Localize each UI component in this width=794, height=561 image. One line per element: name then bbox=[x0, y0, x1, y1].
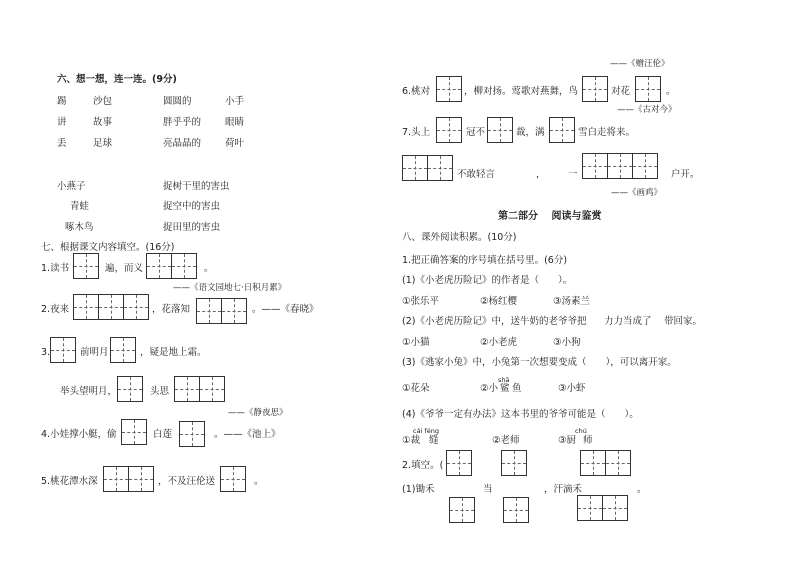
answer-box[interactable] bbox=[50, 337, 76, 363]
p3-text: (3)《逃家小兔》中，小兔第一次想要变成（ ），可以离开家。 bbox=[402, 357, 677, 368]
q6-text: 6.桃对 bbox=[402, 86, 431, 97]
answer-box[interactable] bbox=[117, 376, 143, 402]
answer-box[interactable] bbox=[123, 294, 149, 320]
match-word[interactable]: 眼睛 bbox=[225, 117, 245, 128]
q5-text: ，不及汪伦送 bbox=[158, 476, 216, 487]
answer-box[interactable] bbox=[549, 117, 575, 143]
q7-text: 裁，满 bbox=[516, 127, 545, 138]
q1-source: ——《语文园地七·日积月累》 bbox=[173, 283, 287, 293]
p2-text: (2)《小老虎历险记》中，送牛奶的老爷爷把 bbox=[402, 316, 587, 327]
option[interactable]: 师 bbox=[583, 435, 593, 446]
q4-text: 4.小娃撑小艇，偷 bbox=[41, 429, 117, 440]
option[interactable]: ③汤素兰 bbox=[553, 296, 591, 307]
answer-box[interactable] bbox=[632, 153, 658, 179]
answer-box[interactable] bbox=[121, 419, 147, 445]
match-word[interactable]: 足球 bbox=[93, 138, 113, 149]
match-word[interactable]: 胖乎乎的 bbox=[163, 117, 202, 128]
q3-text: 前明月 bbox=[80, 347, 109, 358]
q4-text: 。——《池上》 bbox=[214, 429, 281, 440]
q2-text: 。——《春晓》 bbox=[252, 304, 319, 315]
match-word[interactable]: 踢 bbox=[57, 96, 67, 107]
q4-text: 白莲 bbox=[153, 429, 173, 440]
animal-item[interactable]: 青蛙 bbox=[70, 201, 90, 212]
option[interactable]: ③厨 bbox=[558, 435, 577, 446]
answer-box[interactable] bbox=[73, 294, 99, 320]
q6-text: 对花 bbox=[611, 86, 631, 97]
option[interactable]: 缝 bbox=[429, 435, 439, 446]
match-word[interactable]: 丢 bbox=[57, 138, 67, 149]
answer-box[interactable] bbox=[110, 337, 136, 363]
answer-box[interactable] bbox=[146, 253, 172, 279]
pinyin: chú bbox=[575, 427, 587, 435]
option[interactable]: ①张乐平 bbox=[402, 296, 440, 307]
option[interactable]: 鲨 bbox=[500, 383, 510, 394]
answer-box[interactable] bbox=[436, 117, 462, 143]
answer-box[interactable] bbox=[98, 294, 124, 320]
habit-item[interactable]: 捉田里的害虫 bbox=[163, 222, 221, 233]
q5-text: 。 bbox=[254, 476, 264, 487]
match-word[interactable]: 讲 bbox=[57, 117, 67, 128]
section8-q1: 1.把正确答案的序号填在括号里。(6分) bbox=[402, 255, 568, 266]
part2-title: 第二部分 阅读与鉴赏 bbox=[498, 211, 602, 222]
option[interactable]: ②杨红樱 bbox=[480, 296, 518, 307]
p4-text: (4)《爷爷一定有办法》这本书里的爷爷可能是（ ）。 bbox=[402, 409, 639, 420]
q7-text: 雪白走将来。 bbox=[578, 127, 636, 138]
q6-text: ，柳对扬。莺歌对燕舞，鸟 bbox=[464, 86, 579, 97]
answer-box[interactable] bbox=[128, 466, 154, 492]
q7-text: ， bbox=[536, 169, 546, 180]
answer-box[interactable] bbox=[179, 421, 205, 447]
answer-box[interactable] bbox=[402, 155, 428, 181]
answer-box[interactable] bbox=[427, 155, 453, 181]
match-word[interactable]: 沙包 bbox=[93, 96, 113, 107]
r1-text: ，汗滴禾 bbox=[544, 484, 583, 495]
r1-text: (1)锄禾 bbox=[402, 484, 435, 495]
q1-text: 遍，而义 bbox=[105, 263, 144, 274]
pinyin: cái féng bbox=[413, 427, 439, 435]
match-word[interactable]: 故事 bbox=[93, 117, 113, 128]
match-word[interactable]: 荷叶 bbox=[225, 138, 245, 149]
answer-box[interactable] bbox=[199, 376, 225, 402]
answer-box[interactable] bbox=[103, 466, 129, 492]
option[interactable]: ③小虾 bbox=[558, 383, 586, 394]
q7-source: ——《画鸡》 bbox=[611, 188, 663, 198]
answer-box[interactable] bbox=[607, 153, 633, 179]
answer-box[interactable] bbox=[582, 76, 608, 102]
answer-box[interactable] bbox=[446, 450, 472, 476]
match-word[interactable]: 圆圆的 bbox=[163, 96, 192, 107]
q7-text: 冠不 bbox=[466, 127, 486, 138]
q5-text: 5.桃花潭水深 bbox=[41, 476, 98, 487]
r1-text: 。 bbox=[637, 484, 647, 495]
pinyin: shā bbox=[498, 376, 510, 384]
q2-text: 2.夜来 bbox=[41, 304, 70, 315]
section8-title: 八、课外阅读积累。(10分) bbox=[402, 232, 517, 243]
q7-text: 7.头上 bbox=[402, 127, 431, 138]
answer-box[interactable] bbox=[171, 253, 197, 279]
habit-item[interactable]: 捉树干里的害虫 bbox=[163, 181, 230, 192]
q3-text: 举头望明月， bbox=[60, 386, 118, 397]
answer-box[interactable] bbox=[602, 495, 628, 521]
section6-title: 六、想一想，连一连。(9分) bbox=[57, 74, 177, 85]
q3-text: ，疑是地上霜。 bbox=[140, 347, 207, 358]
r1-text: 当 bbox=[483, 484, 493, 495]
answer-box[interactable] bbox=[220, 466, 246, 492]
q7-text: 户开。 bbox=[671, 169, 700, 180]
q7-text: 一 bbox=[568, 169, 578, 180]
answer-box[interactable] bbox=[73, 253, 99, 279]
q3-source: ——《静夜思》 bbox=[228, 408, 288, 418]
p2-text: 带回家。 bbox=[664, 316, 703, 327]
answer-box[interactable] bbox=[635, 76, 661, 102]
section8-q2: 2.填空。( bbox=[402, 460, 444, 471]
q1-text: 。 bbox=[204, 263, 214, 274]
answer-box[interactable] bbox=[582, 153, 608, 179]
match-word[interactable]: 小手 bbox=[225, 96, 245, 107]
q2-text: ，花落知 bbox=[152, 304, 191, 315]
answer-box[interactable] bbox=[487, 117, 513, 143]
animal-item[interactable]: 小燕子 bbox=[57, 181, 86, 192]
q6-text: 。 bbox=[666, 86, 676, 97]
p2-text: 力力当成了 bbox=[604, 316, 652, 327]
match-word[interactable]: 亮晶晶的 bbox=[163, 138, 202, 149]
p1-text: (1)《小老虎历险记》的作者是（ ）。 bbox=[402, 275, 573, 286]
answer-box[interactable] bbox=[221, 298, 247, 324]
habit-item[interactable]: 捉空中的害虫 bbox=[163, 201, 221, 212]
q3-text: 3. bbox=[41, 347, 51, 358]
section7-title: 七、根据课文内容填空。(16分) bbox=[41, 242, 175, 253]
answer-box[interactable] bbox=[580, 450, 606, 476]
answer-box[interactable] bbox=[503, 497, 529, 523]
answer-box[interactable] bbox=[196, 298, 222, 324]
poem-source: ——《赠汪伦》 bbox=[610, 59, 670, 69]
option[interactable]: ②小老虎 bbox=[480, 337, 518, 348]
option[interactable]: 鱼 bbox=[512, 383, 522, 394]
q1-text: 1.读书 bbox=[41, 263, 70, 274]
option[interactable]: ①裁 bbox=[402, 435, 421, 446]
option[interactable]: ②老师 bbox=[492, 435, 520, 446]
answer-box[interactable] bbox=[436, 76, 462, 102]
q6-source: ——《古对今》 bbox=[617, 105, 677, 115]
q3-text: 头思 bbox=[150, 386, 170, 397]
option[interactable]: ②小 bbox=[480, 383, 499, 394]
animal-item[interactable]: 啄木鸟 bbox=[65, 222, 94, 233]
answer-box[interactable] bbox=[449, 497, 475, 523]
answer-box[interactable] bbox=[605, 450, 631, 476]
option[interactable]: ①花朵 bbox=[402, 383, 430, 394]
q7-text: 不敢轻言 bbox=[457, 169, 496, 180]
option[interactable]: ③小狗 bbox=[553, 337, 581, 348]
answer-box[interactable] bbox=[174, 376, 200, 402]
answer-box[interactable] bbox=[577, 495, 603, 521]
answer-box[interactable] bbox=[501, 450, 527, 476]
option[interactable]: ①小猫 bbox=[402, 337, 430, 348]
